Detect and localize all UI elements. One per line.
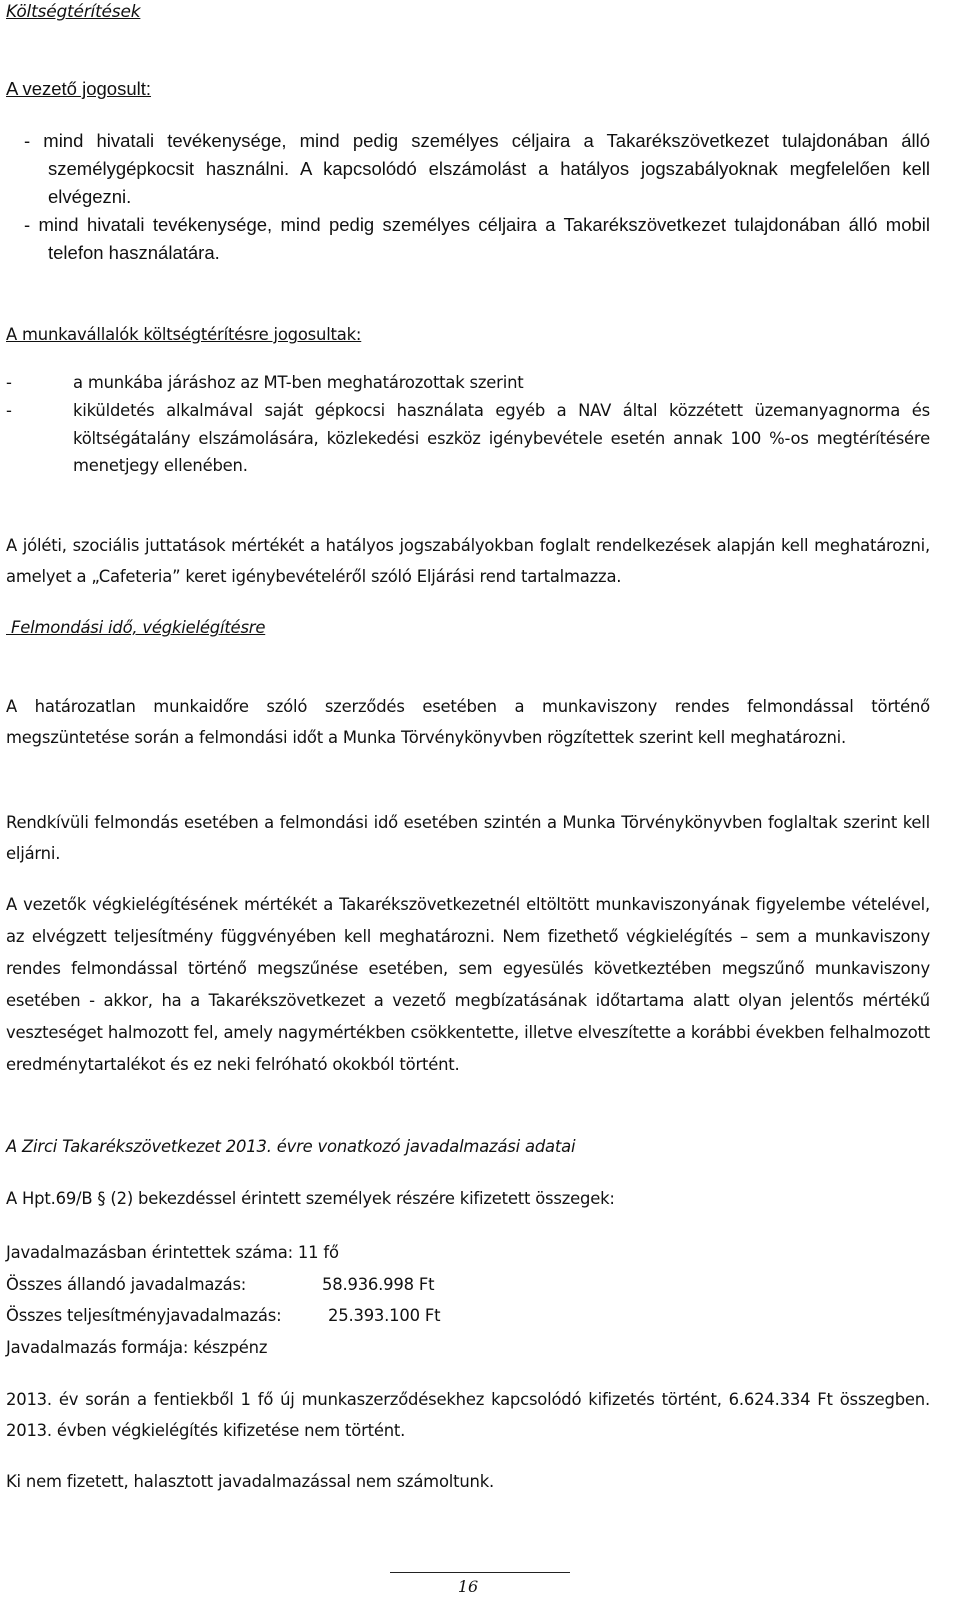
- stat-row: [6, 1300, 930, 1332]
- exec-item-2: - mind hivatali tevékenysége, mind pedig személyes céljaira a Takarékszövetkezet tulajdonában álló mobil telefon használatára.: [24, 214, 930, 263]
- footer-divider: [390, 1572, 570, 1573]
- stat-label: Javadalmazás formája:: [6, 1337, 194, 1357]
- paragraph-2013-payments: 2013. év során a fentiekből 1 fő új munkaszerződésekhez kapcsolódó kifizetés történt, 6.624.334 Ft összegben. 2013. évben végkielégítés kifizetése nem történt.: [6, 1390, 941, 1440]
- stat-label: Javadalmazásban érintettek száma:: [6, 1243, 298, 1262]
- paragraph-indefinite-contract: A határozatlan munkaidőre szóló szerződés esetében a munkaviszony rendes felmondással történő megszüntetése során a felmondási időt a Munka Törvénykönyvben rögzítettek szerint kell meghatározni.: [6, 697, 930, 748]
- remuneration-stats: [6, 1237, 930, 1363]
- list-dash: -: [6, 401, 12, 420]
- paragraph-severance: A vezetők végkielégítésének mértékét a Takarékszövetkezetnél eltöltött munkaviszonyának figyelembe vételével, az elvégzett teljesítmény függvényében kell meghatározni. Nem fizethető végkielégítés – sem a munkaviszony rendes felmondással történő megszűnése esetében, sem egyesülés következtében megszűnő munkaviszony esetében - akkor, ha a Takarékszövetkezet a vezető megbízatásának időtartama alatt olyan jelentős mértékű veszteséget halmozott fel, amely nagymértékben csökkentette, illetve elveszítette a korábbi években felhalmozott eredménytartalékot és ez neki felróható okokból történt.: [6, 895, 930, 1074]
- notice-heading: Felmondási idő, végkielégítésre: [6, 618, 266, 637]
- stat-value: 11 fő: [297, 1243, 339, 1262]
- stat-value: 25.393.100 Ft: [328, 1306, 441, 1325]
- paragraph-deferred: Ki nem fizetett, halasztott javadalmazással nem számoltunk.: [6, 1472, 495, 1491]
- employee-item-text: kiküldetés alkalmával saját gépkocsi használata egyéb a NAV által közzétett üzemanyagnorma és költségátalány elszámolására, közlekedési eszköz igénybevétele esetén annak 100 %-os megtérítésére menetjegy ellenében.: [73, 401, 930, 475]
- stat-row: [6, 1332, 930, 1364]
- stat-value: készpénz: [193, 1337, 268, 1357]
- hpt-line: A Hpt.69/B § (2) bekezdéssel érintett személyek részére kifizetett összegek:: [6, 1189, 615, 1208]
- exec-item-1: - mind hivatali tevékenysége, mind pedig személyes céljaira a Takarékszövetkezet tulajdonában álló személygépkocsit használni. A kapcsolódó elszámolást a hatályos jogszabályoknak megfelelően kell elvégezni.: [24, 130, 930, 207]
- exec-heading: A vezető jogosult:: [6, 78, 152, 99]
- paragraph-extraordinary-notice: Rendkívüli felmondás esetében a felmondási idő esetében szintén a Munka Törvénykönyvben foglaltak szerint kell eljárni.: [6, 813, 930, 864]
- page-number: 16: [457, 1577, 479, 1596]
- stat-value: 58.936.998 Ft: [322, 1274, 435, 1294]
- section-heading-costs: Költségtérítések: [6, 2, 141, 22]
- list-dash: -: [6, 373, 12, 392]
- employee-heading: A munkavállalók költségtérítésre jogosultak:: [6, 325, 362, 344]
- remuneration-title: A Zirci Takarékszövetkezet 2013. évre vonatkozó javadalmazási adatai: [6, 1137, 576, 1156]
- stat-row: [6, 1269, 930, 1301]
- employee-item-text: a munkába járáshoz az MT-ben meghatározottak szerint: [73, 373, 524, 392]
- stat-label: Összes teljesítményjavadalmazás:: [6, 1306, 282, 1325]
- stat-row: [6, 1237, 930, 1269]
- welfare-paragraph: A jóléti, szociális juttatások mértékét a hatályos jogszabályokban foglalt rendelkezések alapján kell meghatározni, amelyet a „Cafeteria” keret igénybevételéről szóló Eljárási rend tartalmazza.: [6, 536, 930, 587]
- stat-label: Összes állandó javadalmazás:: [6, 1274, 247, 1294]
